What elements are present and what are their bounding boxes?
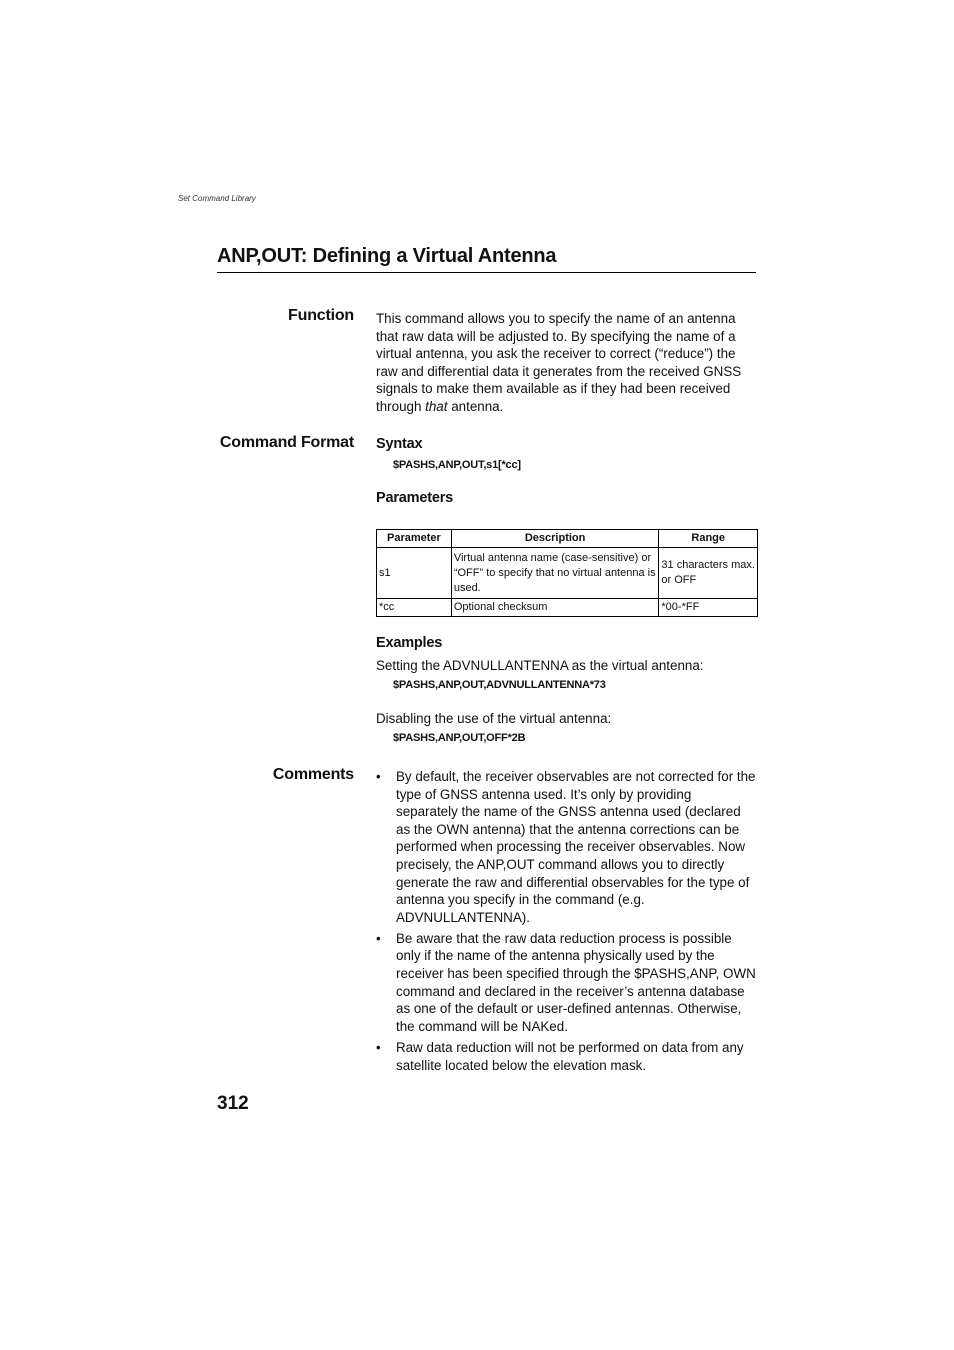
syntax-heading: Syntax [376,436,423,452]
table-cell-range: 31 characters max. or OFF [659,548,758,599]
list-item [376,768,756,926]
function-text-before: This command allows you to specify the name of an antenna that raw data will be adjusted to. By specifying the name of a virtual antenna, you ask the receiver to correct (“reduce”) the raw and differential data it generates from the received GNSS signals to make them available as if they had been received through [376,311,742,414]
comments-label: Comments [272,766,354,783]
examples-heading: Examples [376,635,443,651]
table-cell-parameter: s1 [377,548,452,599]
table-cell-range: *00-*FF [659,599,758,617]
bullet-icon: • [376,1039,381,1055]
syntax-code: $PASHS,ANP,OUT,s1[*cc] [393,459,521,471]
table-header-range: Range [659,530,758,548]
list-item [376,1039,756,1074]
table-cell-parameter: *cc [377,599,452,617]
list-item [376,930,756,1036]
function-description [376,310,756,416]
page-title: ANP,OUT: Defining a Virtual Antenna [217,245,756,273]
bullet-icon: • [376,769,381,784]
table-row [377,599,758,617]
table-header-parameter: Parameter [377,530,452,548]
table-header-row [377,530,758,548]
page-number: 312 [217,1093,249,1114]
parameters-table [376,529,758,617]
table-cell-description: Optional checksum [451,599,659,617]
bullet-icon: • [376,930,381,946]
function-text-after: antenna. [447,398,504,414]
comment-text: Raw data reduction will not be performed on data from any satellite located below the elevation mask. [396,1039,744,1073]
function-text-emphasis: that [425,398,448,414]
example-description: Setting the ADVNULLANTENNA as the virtual antenna: [376,658,704,673]
comments-list [376,768,756,1078]
example-code: $PASHS,ANP,OUT,OFF*2B [393,732,526,744]
command-format-label: Command Format [219,434,354,451]
table-cell-description: Virtual antenna name (case-sensitive) or “OFF” to specify that no virtual antenna is used. [451,548,659,599]
running-head: Set Command Library [178,194,256,203]
example-description: Disabling the use of the virtual antenna: [376,711,612,726]
comment-text: Be aware that the raw data reduction process is possible only if the name of the antenna physically used by the receiver has been specified through the $PASHS,ANP, OWN command and declared in the receiver’s antenna database as one of the default or user-defined antennas. Otherwise, the command will be NAKed. [396,930,756,1034]
parameters-heading: Parameters [376,490,453,506]
comment-text: By default, the receiver observables are not corrected for the type of GNSS antenna used. It’s only by providing separately the name of the GNSS antenna used (declared as the OWN antenna) that the antenna corrections can be performed when processing the receiver observables. Now precisely, the ANP,OUT command allows you to directly generate the raw and differential observables for the type of antenna you specify in the command (e.g. ADVNULLANTENNA). [396,769,756,925]
function-label: Function [288,307,354,324]
example-code: $PASHS,ANP,OUT,ADVNULLANTENNA*73 [393,679,606,691]
table-header-description: Description [451,530,659,548]
table-row [377,548,758,599]
